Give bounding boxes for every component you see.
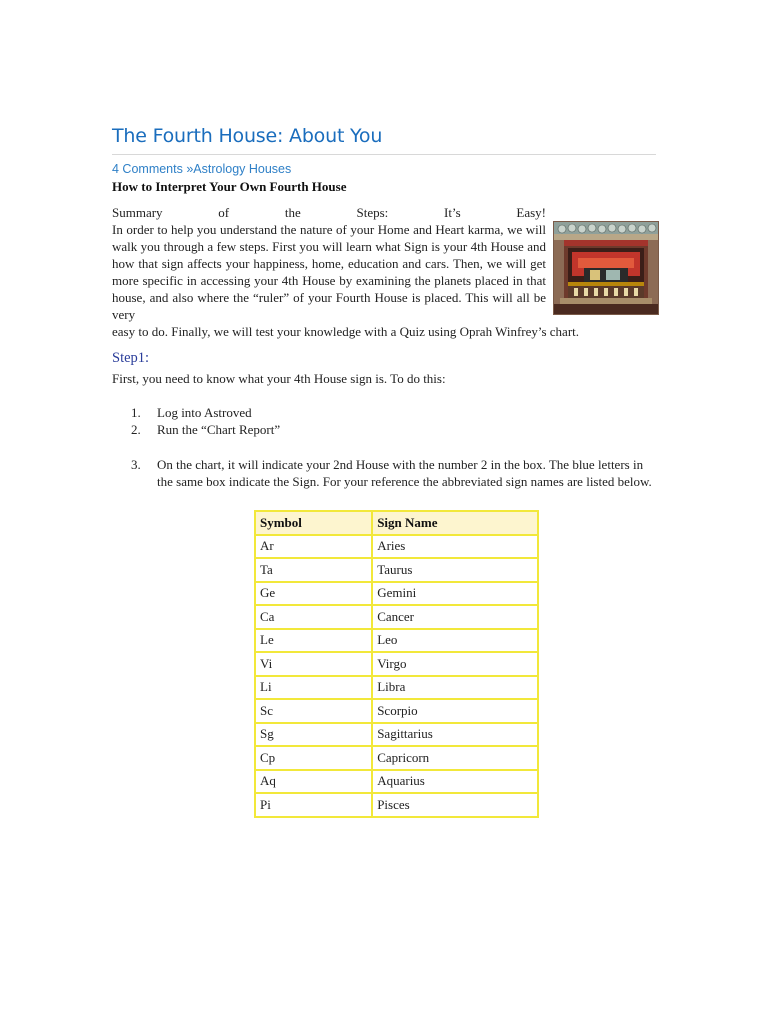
sign-name-cell: Leo bbox=[372, 629, 538, 653]
sign-name-cell: Pisces bbox=[372, 793, 538, 817]
table-row bbox=[255, 746, 538, 770]
column-header-sign-name: Sign Name bbox=[372, 511, 538, 535]
symbol-cell: Aq bbox=[255, 770, 372, 794]
column-header-symbol: Symbol bbox=[255, 511, 372, 535]
summary-word: Easy! bbox=[516, 205, 546, 220]
intro-last-line: easy to do. Finally, we will test your knowledge with a Quiz using Oprah Winfrey’s chart. bbox=[112, 324, 580, 339]
table-row bbox=[255, 723, 538, 747]
symbol-cell: Ar bbox=[255, 535, 372, 559]
sign-name-cell: Libra bbox=[372, 676, 538, 700]
table-header-row bbox=[255, 511, 538, 535]
table-row bbox=[255, 535, 538, 559]
list-item-number: 2. bbox=[131, 422, 141, 437]
symbol-cell: Cp bbox=[255, 746, 372, 770]
table-row bbox=[255, 652, 538, 676]
title-divider bbox=[112, 154, 656, 155]
list-item-text: Log into Astroved bbox=[157, 405, 252, 420]
sign-abbreviation-table bbox=[254, 510, 539, 818]
summary-heading bbox=[112, 204, 546, 221]
sign-name-cell: Gemini bbox=[372, 582, 538, 606]
symbol-cell: Li bbox=[255, 676, 372, 700]
fireplace-photo bbox=[553, 221, 659, 315]
sign-name-cell: Sagittarius bbox=[372, 723, 538, 747]
sign-name-cell: Capricorn bbox=[372, 746, 538, 770]
summary-word: of bbox=[218, 205, 230, 220]
summary-word: Steps: bbox=[356, 205, 389, 220]
symbol-cell: Ca bbox=[255, 605, 372, 629]
table-row bbox=[255, 770, 538, 794]
sign-name-cell: Aries bbox=[372, 535, 538, 559]
symbol-cell: Sg bbox=[255, 723, 372, 747]
symbol-cell: Sc bbox=[255, 699, 372, 723]
sign-name-cell: Cancer bbox=[372, 605, 538, 629]
table-row bbox=[255, 793, 538, 817]
meta-separator: » bbox=[182, 162, 194, 176]
symbol-cell: Vi bbox=[255, 652, 372, 676]
symbol-cell: Ta bbox=[255, 558, 372, 582]
sign-name-cell: Aquarius bbox=[372, 770, 538, 794]
symbol-cell: Le bbox=[255, 629, 372, 653]
sign-name-cell: Virgo bbox=[372, 652, 538, 676]
sign-name-cell: Scorpio bbox=[372, 699, 538, 723]
summary-word: Summary bbox=[112, 205, 163, 220]
table-row bbox=[255, 676, 538, 700]
category-link[interactable]: Astrology Houses bbox=[193, 162, 292, 176]
comments-link[interactable]: 4 Comments bbox=[112, 162, 183, 176]
table-row bbox=[255, 582, 538, 606]
table-row bbox=[255, 605, 538, 629]
page-title: The Fourth House: About You bbox=[112, 125, 383, 147]
symbol-cell: Pi bbox=[255, 793, 372, 817]
step1-intro: First, you need to know what your 4th House sign is. To do this: bbox=[112, 371, 446, 386]
intro-body: In order to help you understand the nature of your Home and Heart karma, we will walk you through a few steps. First you will learn what Sign is your 4th House and how that sign affects your happiness, home, education and cars. Then, we will get more specific in accessing your 4th House by examining the planets placed in that house, and also where the “ruler” of your Fourth House is placed. This will all be very bbox=[112, 222, 546, 322]
summary-word: It’s bbox=[444, 205, 461, 220]
symbol-cell: Ge bbox=[255, 582, 372, 606]
table-row bbox=[255, 558, 538, 582]
list-item-number: 1. bbox=[131, 405, 141, 420]
table-row bbox=[255, 629, 538, 653]
sign-name-cell: Taurus bbox=[372, 558, 538, 582]
article-subtitle: How to Interpret Your Own Fourth House bbox=[112, 179, 347, 194]
table-row bbox=[255, 699, 538, 723]
list-item-number: 3. bbox=[131, 457, 141, 472]
post-meta bbox=[112, 162, 291, 176]
summary-word: the bbox=[284, 205, 301, 220]
list-item-text: On the chart, it will indicate your 2nd House with the number 2 in the box. The blue letters in the same box indicate the Sign. For your reference the abbreviated sign names are listed below. bbox=[157, 457, 652, 489]
step1-heading: Step1: bbox=[112, 350, 150, 366]
list-item-text: Run the “Chart Report” bbox=[157, 422, 281, 437]
